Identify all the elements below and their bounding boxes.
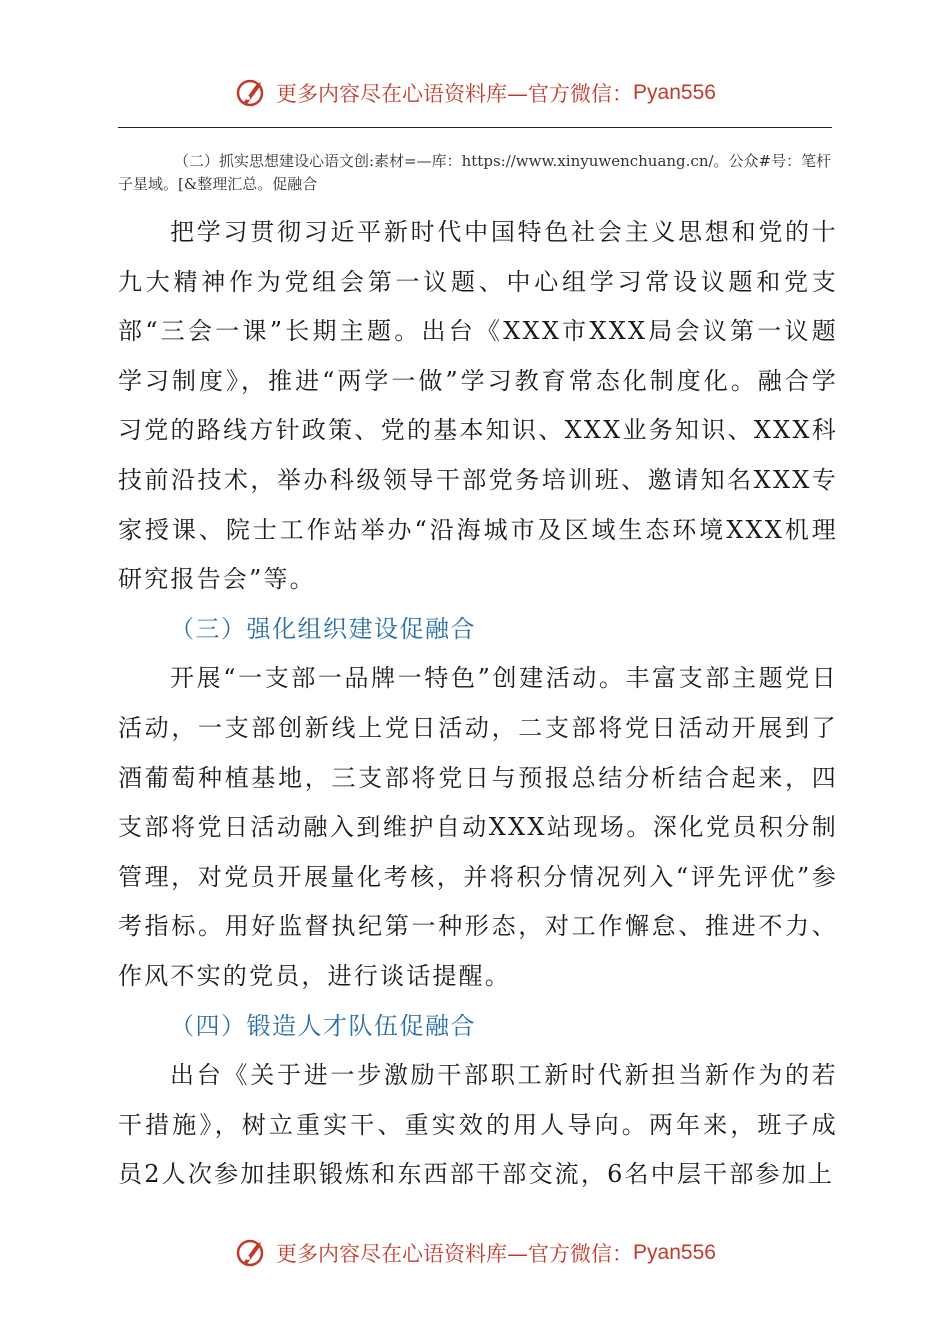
section-three-heading: （三）强化组织建设促融合 bbox=[170, 614, 476, 643]
paragraph-3: 出台《关于进一步激励干部职工新时代新担当新作为的若干措施》，树立重实干、重实效的用人导向。两年来，班子成员2人次参加挂职锻炼和东西部干部交流，6名中层干部参加上 bbox=[118, 1061, 838, 1189]
wechat-handle: Pyan556 bbox=[633, 81, 716, 104]
paragraph-1: 把学习贯彻习近平新时代中国特色社会主义思想和党的十九大精神作为党组会第一议题、中心组学习常设议题和党支部“三会一课”长期主题。出台《XXX市XXX局会议第一议题学习制度》，推进“两学一做”学习教育常态化制度化。融合学习党的路线方针政策、党的基本知识、XXX业务知识、XXX科技前沿技术，举办科级领导干部党务培训班、邀请知名XXX专家授课、院士工作站举办“沿海城市及区域生态环境XXX机理研究报告会”等。 bbox=[118, 218, 838, 594]
section-four-heading: （四）锻造人才队伍促融合 bbox=[170, 1011, 476, 1040]
banner-text: 更多内容尽在心语资料库—官方微信： bbox=[276, 82, 634, 106]
wechat-handle: Pyan556 bbox=[633, 1241, 716, 1264]
section-two-heading: （二）抓实思想建设心语文创:素材=—库：https://www.xinyuwenchuang.cn/。公众#号：笔杆子星域。[&整理汇总。促融合 bbox=[118, 152, 832, 193]
pen-nib-logo-icon bbox=[234, 76, 268, 110]
header-banner bbox=[0, 70, 950, 116]
banner-text: 更多内容尽在心语资料库—官方微信： bbox=[276, 1242, 634, 1266]
footer-banner bbox=[0, 1230, 950, 1276]
pen-nib-logo-icon bbox=[234, 1236, 268, 1270]
document-body bbox=[118, 150, 838, 1200]
header-divider bbox=[118, 127, 832, 128]
paragraph-2: 开展“一支部一品牌一特色”创建活动。丰富支部主题党日活动，一支部创新线上党日活动，二支部将党日活动开展到了酒葡萄种植基地，三支部将党日与预报总结分析结合起来，四支部将党日活动融入到维护自动XXX站现场。深化党员积分制管理，对党员开展量化考核，并将积分情况列入“评先评优”参考指标。用好监督执纪第一种形态，对工作懈怠、推进不力、作风不实的党员，进行谈话提醒。 bbox=[118, 664, 838, 990]
